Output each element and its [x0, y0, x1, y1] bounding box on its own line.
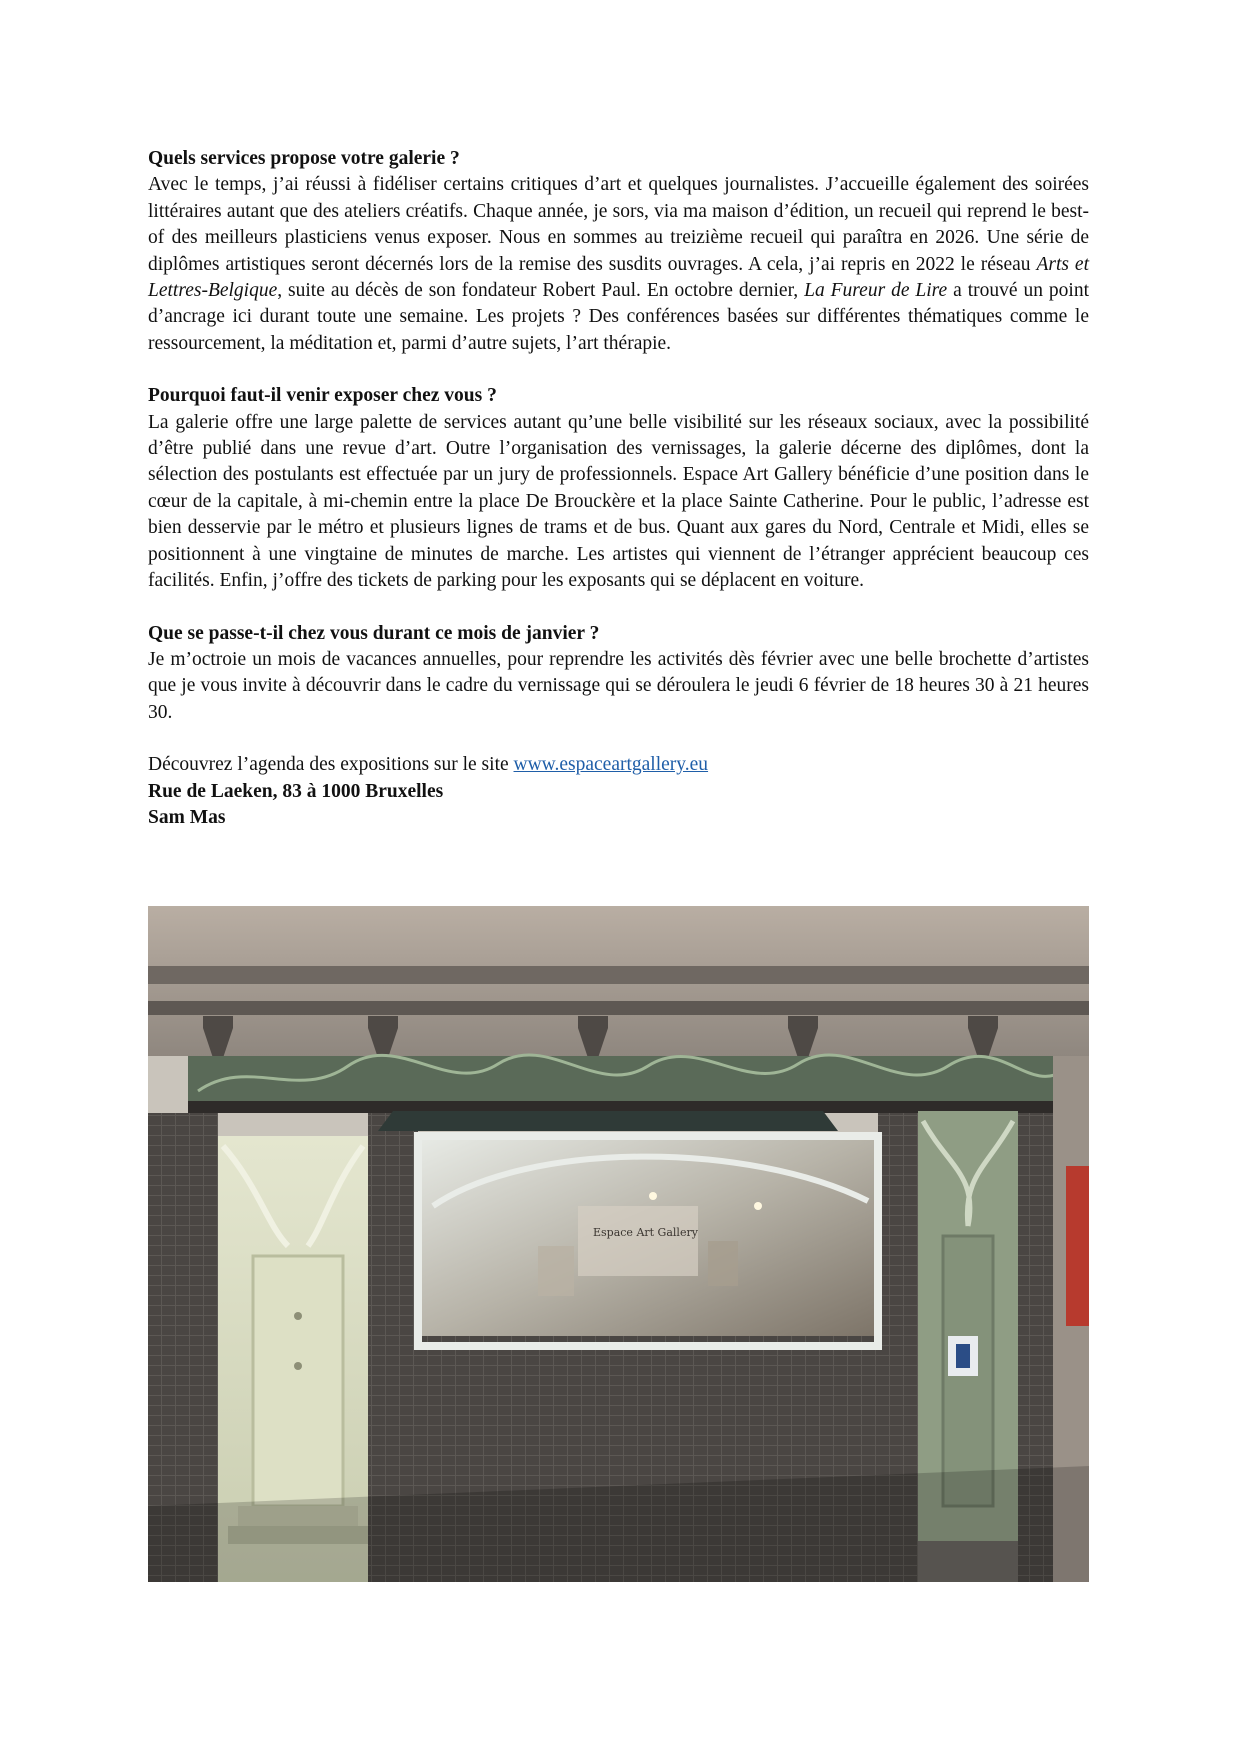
agenda-line: [148, 752, 1089, 778]
paragraph-gap: [148, 595, 1089, 621]
answer-paragraph: [148, 647, 1089, 726]
article-text: [148, 146, 1089, 831]
question-heading: Que se passe-t-il chez vous durant ce mois de janvier ?: [148, 622, 600, 644]
answer-text: La galerie offre une large palette de services autant qu’une belle visibilité sur les réseaux sociaux, avec la possibilité d’être publié dans une revue d’art. Outre l’organisation des vernissages, la galerie décerne des diplômes, dont la sélection des postulants est effectuée par un jury de professionnels. Espace Art Gallery bénéficie d’une position dans le cœur de la capitale, à mi-chemin entre la place De Brouckère et la place Sainte Catherine. Pour le public, l’adresse est bien desservie par le métro et plusieurs lignes de trams et de bus. Quant aux gares du Nord, Centrale et Midi, elles se positionnent à une vingtaine de minutes de marche. Les artistes qui viennent de l’étranger apprécient beaucoup ces facilités. Enfin, j’offre des tickets de parking pour les exposants qui se déplacent en voiture.: [148, 411, 1089, 592]
paragraph-gap: [148, 726, 1089, 752]
window-sign: Espace Art Gallery: [593, 1226, 698, 1239]
author-signature: Sam Mas: [148, 806, 226, 828]
answer-text: Je m’octroie un mois de vacances annuelles, pour reprendre les activités dès février avec une belle brochette d’artistes que je vous invite à découvrir dans le cadre du vernissage qui se déroulera le jeudi 6 février de 18 heures 30 à 21 heures 30.: [148, 648, 1089, 723]
answer-paragraph: [148, 410, 1089, 595]
awning: [378, 1111, 838, 1131]
answer-text: , suite au décès de son fondateur Robert Paul. En octobre dernier,: [277, 280, 805, 302]
gallery-storefront-photo: [148, 906, 1089, 1582]
answer-text: Avec le temps, j’ai réussi à fidéliser certains critiques d’art et quelques journalistes. J’accueille également des soirées littéraires autant que des ateliers créatifs. Chaque année, je sors, via ma maison d’édition, un recueil qui reprend le best-of des meilleurs plasticiens venus exposer. Nous en sommes au treizième recueil qui paraîtra en 2026. Une série de diplômes artistiques seront décernés lors de la remise des susdits ouvrages. A cela, j’ai repris en 2022 le réseau: [148, 174, 1089, 275]
answer-paragraph: [148, 172, 1089, 357]
answer-text-italic: La Fureur de Lire: [804, 280, 948, 302]
address-line: Rue de Laeken, 83 à 1000 Bruxelles: [148, 780, 444, 802]
answer-text: a trouvé un point d’ancrage ici durant toute une semaine. Les projets ? Des conférences basées sur différentes thématiques comme le ressourcement, la méditation et, parmi d’autre sujets, l’art thérapie.: [148, 280, 1089, 354]
paragraph-gap: [148, 357, 1089, 383]
website-link[interactable]: www.espaceartgallery.eu: [513, 754, 709, 776]
agenda-text: Découvrez l’agenda des expositions sur le site: [148, 754, 514, 776]
question-heading: Quels services propose votre galerie ?: [148, 148, 460, 169]
question-heading: Pourquoi faut-il venir exposer chez vous ?: [148, 385, 497, 407]
answer-text-italic: Arts et Lettres-Belgique: [148, 253, 1089, 302]
